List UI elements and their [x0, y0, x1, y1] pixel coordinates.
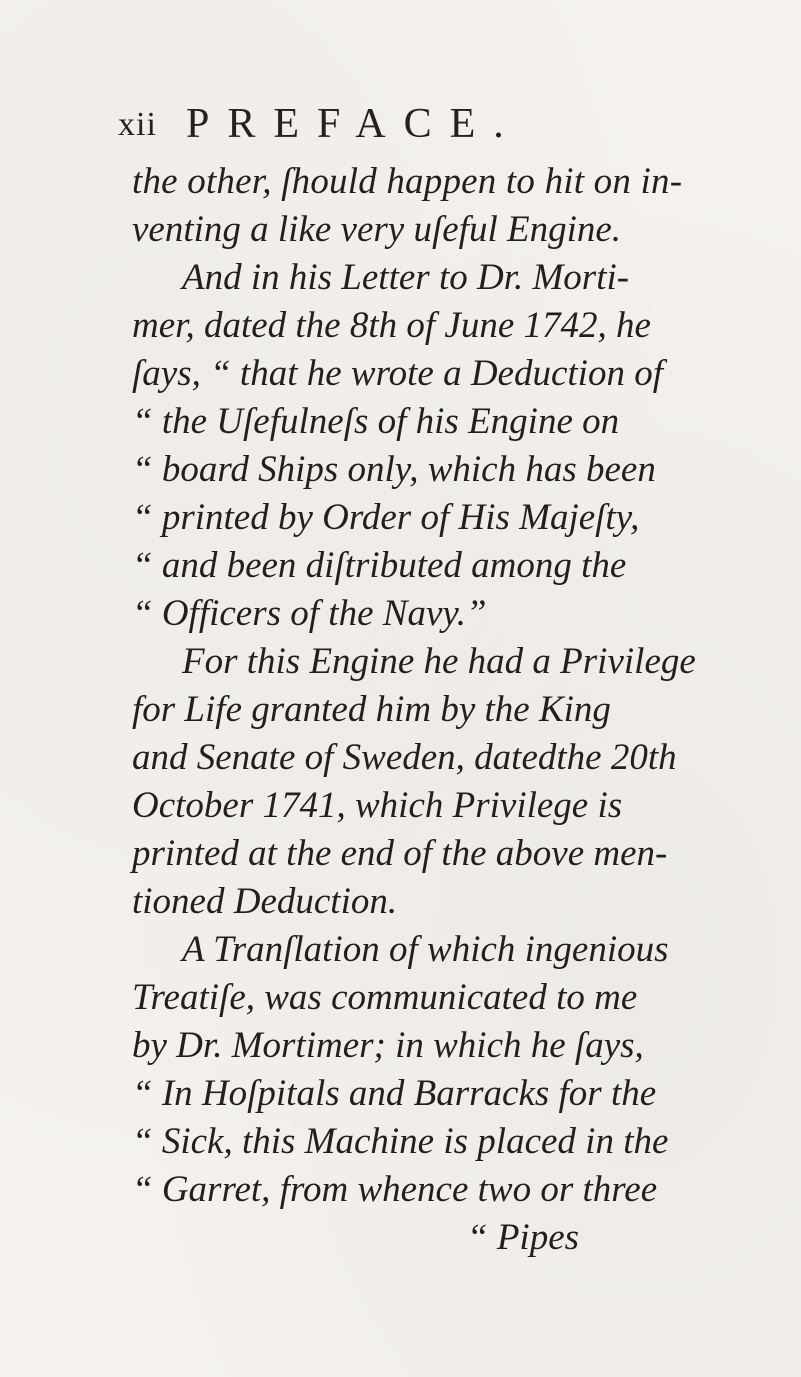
text-line-2: venting a like very uſeful Engine. [132, 209, 622, 250]
text-line-11: For this Engine he had a Privilege [182, 641, 696, 682]
text-line-22: “ Garret, from whence two or three [132, 1169, 658, 1210]
text-line-9: “ and been diſtributed among the [132, 545, 627, 586]
text-line-12: for Life granted him by the King [132, 689, 611, 730]
text-line-21: “ Sick, this Machine is placed in the [132, 1121, 669, 1162]
text-line-14: October 1741, which Privilege is [132, 785, 623, 826]
page-header [118, 100, 758, 150]
text-line-6: “ the Uſefulneſs of his Engine on [132, 401, 620, 442]
text-line-5: ſays, “ that he wrote a Deduction of [132, 353, 663, 394]
text-line-15: printed at the end of the above men- [132, 833, 668, 874]
text-line-4: mer, dated the 8th of June 1742, he [132, 305, 651, 346]
body-text [132, 158, 772, 1262]
page-number: xii [118, 106, 157, 143]
text-line-7: “ board Ships only, which has been [132, 449, 656, 490]
text-line-10: “ Officers of the Navy.” [132, 593, 487, 634]
text-line-19: by Dr. Mortimer; in which he ſays, [132, 1025, 644, 1066]
running-head: PREFACE. [186, 101, 522, 147]
text-line-3: And in his Letter to Dr. Morti- [182, 257, 630, 298]
text-line-20: “ In Hoſpitals and Barracks for the [132, 1073, 657, 1114]
text-line-18: Treatiſe, was communicated to me [132, 977, 638, 1018]
text-line-1: the other, ſhould happen to hit on in- [132, 161, 683, 202]
text-line-16: tioned Deduction. [132, 881, 398, 922]
text-line-13: and Senate of Sweden, datedthe 20th [132, 737, 677, 778]
text-line-17: A Tranſlation of which ingenious [182, 929, 669, 970]
text-line-8: “ printed by Order of His Majeſty, [132, 497, 640, 538]
catchword-line: “ Pipes [467, 1217, 580, 1258]
